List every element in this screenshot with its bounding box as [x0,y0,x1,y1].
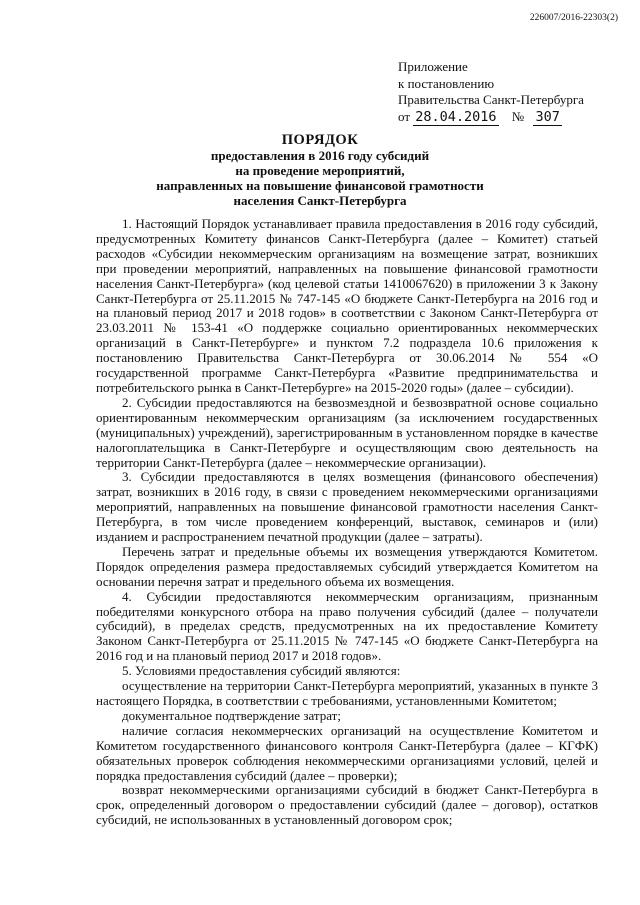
paragraph-2: 2. Субсидии предоставляются на безвозмездной и безвозвратной основе социально ориентированным некоммерческим организациям (за исключением государственных (муниципальных) учреждений), зарегистрированным в установленном порядке в качестве налогоплательщика в Санкт-Петербурге и осуществляющим свою деятельность на территории Санкт-Петербурга (далее – некоммерческие организации). [96,394,598,470]
condition-3: наличие согласия некоммерческих организаций на осуществление Комитетом и Комитетом государственного финансового контроля Санкт-Петербурга (далее – КГФК) обязательных проверок соблюдения некоммерческими организациями условий, целей и порядка предоставления субсидий (далее – проверки); [96,722,598,783]
title-line-3: на проведение мероприятий, [235,163,405,178]
annex-line-2: к постановлению [398,75,495,91]
document-title [0,133,640,208]
decree-number: 307 [535,108,560,125]
document-id: 226007/2016-22303(2) [529,13,618,23]
condition-2: документальное подтверждение затрат; [122,707,341,723]
annex-line-3: Правительства Санкт-Петербурга [398,92,584,107]
title-line-4: направленных на повышение финансовой грамотности [156,178,484,193]
paragraph-3-cont: Перечень затрат и предельные объемы их возмещения утверждаются Комитетом. Порядок определения размера предоставляемых субсидий утверждается Комитетом на основании перечня затрат и предельного объема их возмещения. [96,543,598,589]
annex-line-1: Приложение [398,59,468,74]
paragraph-1: 1. Настоящий Порядок устанавливает правила предоставления в 2016 году субсидий, предусмотренных Комитету финансов Санкт-Петербурга (далее – Комитет) статьей расходов «Субсидии некоммерческим организациям на возмещение затрат, возникших при проведении мероприятий, направленных на повышение финансовой грамотности населения Санкт-Петербурга» (код целевой статьи 1410067620) в приложении 3 к Закону Санкт-Петербурга от 25.11.2015 № 747-145 «О бюджете Санкт-Петербурга на 2016 год и на плановый период 2017 и 2018 годов» в соответствии с Законом Санкт-Петербурга от 23.03.2011 № 153-41 «О поддержке социально ориентированных некоммерческих организаций в Санкт-Петербурге» и пунктом 7.2 подраздела 10.6 приложения к постановлению Правительства Санкт-Петербурга от 30.06.2014 № 554 «О государственной программе Санкт-Петербурга «Развитие предпринимательства и потребительского рынка в Санкт-Петербурге» на 2015-2020 годы» (далее – субсидии). [96,216,598,395]
paragraph-5: 5. Условиями предоставления субсидий являются: [122,663,401,679]
paragraph-4: 4. Субсидии предоставляются некоммерческим организациям, признанным победителями конкурсного отбора на право получения субсидий (далее – получатели субсидий), в пределах средств, предусмотренных на их предоставление Комитету Законом Санкт-Петербурга от 25.11.2015 № 747-145 «О бюджете Санкт-Петербурга на 2016 год и на плановый период 2017 и 2018 годов». [96,588,598,664]
condition-4: возврат некоммерческими организациями субсидий в бюджет Санкт-Петербурга в срок, определенный договором о предоставлении субсидий (далее – договор), остатков субсидий, не использованных в установленный договором срок; [96,782,598,828]
document-body [96,217,598,828]
annex-header [398,59,584,125]
title-line-2: предоставления в 2016 году субсидий [210,148,430,163]
number-label: № [511,108,525,124]
title-line-1: ПОРЯДОК [281,132,359,148]
decree-date: 28.04.2016 [415,108,497,125]
condition-1: осуществление на территории Санкт-Петербурга мероприятий, указанных в пункте 3 настоящего Порядка, в соответствии с требованиями, установленными Комитетом; [96,678,598,708]
annex-date-line [398,109,584,126]
paragraph-3: 3. Субсидии предоставляются в целях возмещения (финансового обеспечения) затрат, возникших в 2016 году, в связи с проведением некоммерческими организациями мероприятий, направленных на повышение финансовой грамотности населения Санкт-Петербурга, в том числе проведением конференций, выставок, семинаров и (или) изданием и распространением печатной продукции (далее – затраты). [96,469,598,545]
title-line-5: населения Санкт-Петербурга [233,193,407,208]
date-prefix: от [398,108,411,124]
